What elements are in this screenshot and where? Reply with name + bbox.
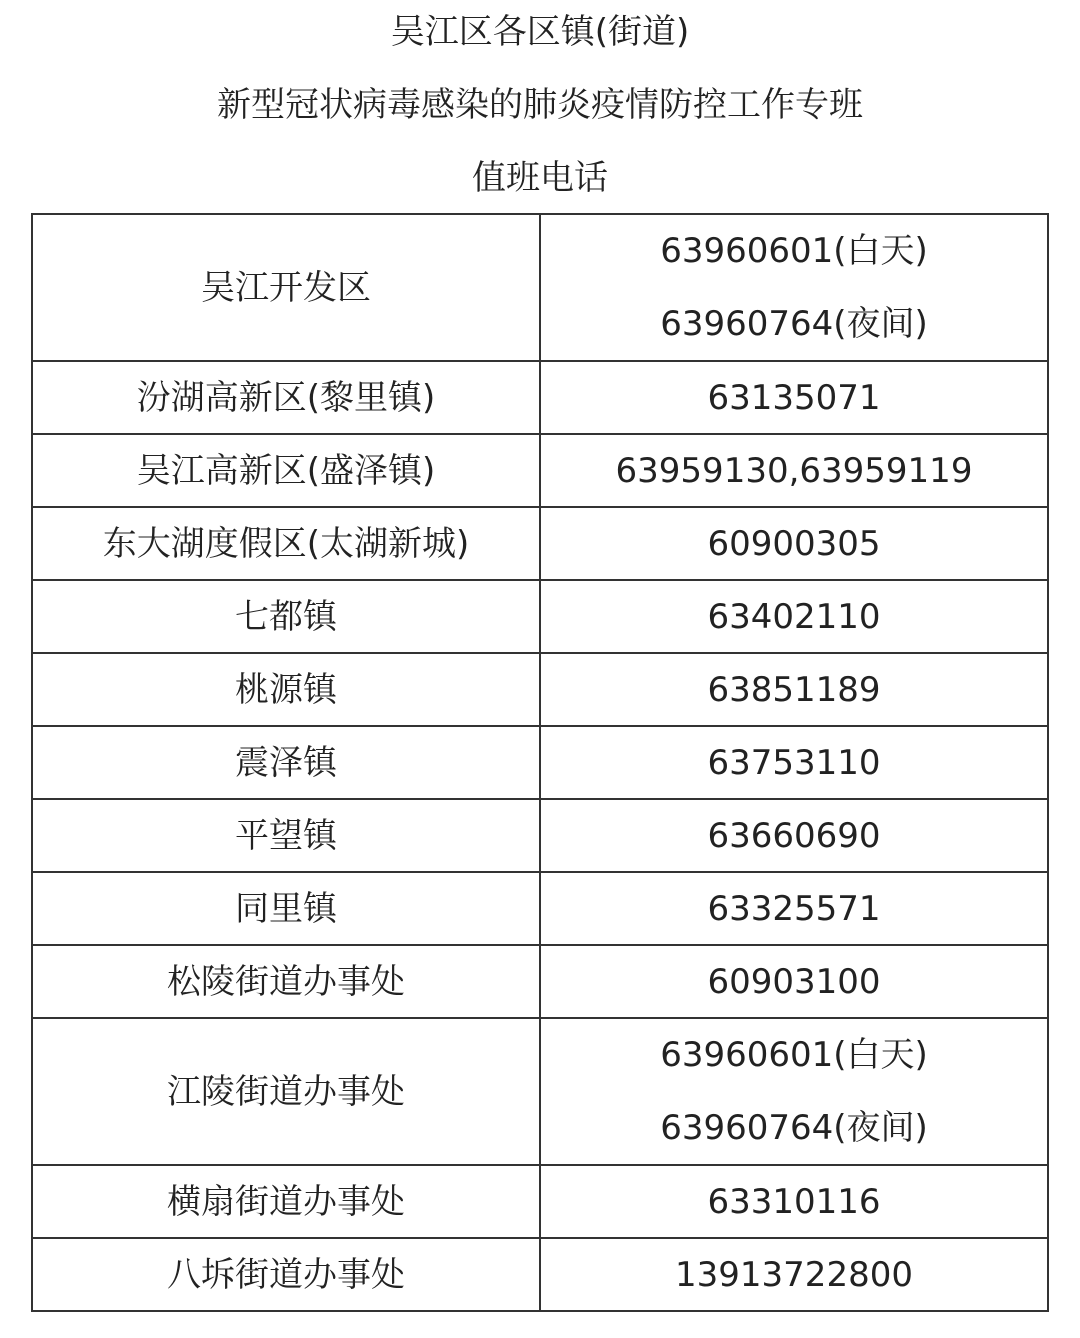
phone-number: 13913722800 [675, 1254, 913, 1295]
title-line-1: 吴江区各区镇(街道) [390, 12, 690, 52]
phone-cell [540, 799, 1048, 872]
phone-cell [540, 580, 1048, 653]
phone-cell [540, 214, 1048, 361]
district-name: 江陵街道办事处 [167, 1071, 405, 1112]
phone-number: 63960764(夜间) [660, 304, 928, 344]
table-row [32, 580, 1048, 653]
district-name-cell [32, 214, 540, 361]
phone-cell [540, 1238, 1048, 1311]
district-name-cell [32, 1018, 540, 1165]
phone-cell [540, 1018, 1048, 1165]
district-name: 平望镇 [235, 815, 337, 856]
phone-number: 63959130,63959119 [615, 450, 973, 491]
phone-number: 60903100 [707, 961, 881, 1002]
table-row [32, 653, 1048, 726]
phone-cell [540, 726, 1048, 799]
table-row [32, 799, 1048, 872]
district-name-cell [32, 507, 540, 580]
phone-cell [540, 361, 1048, 434]
phone-number: 60900305 [707, 523, 881, 564]
district-name-cell [32, 1165, 540, 1238]
district-name-cell [32, 872, 540, 945]
phone-cell [540, 507, 1048, 580]
table-row [32, 507, 1048, 580]
district-name-cell [32, 653, 540, 726]
table-row [32, 434, 1048, 507]
table-row [32, 214, 1048, 361]
phone-number: 63660690 [707, 815, 881, 856]
title-line-3: 值班电话 [472, 158, 608, 198]
district-name: 吴江高新区(盛泽镇) [136, 450, 436, 491]
table-row [32, 1238, 1048, 1311]
phone-cell [540, 653, 1048, 726]
phone-number: 63960764(夜间) [660, 1108, 928, 1148]
district-name-cell [32, 434, 540, 507]
phone-number: 63960601(白天) [660, 1035, 928, 1075]
table-row [32, 1165, 1048, 1238]
table-row [32, 1018, 1048, 1165]
district-name: 吴江开发区 [201, 267, 371, 308]
table-row [32, 945, 1048, 1018]
title-line-2: 新型冠状病毒感染的肺炎疫情防控工作专班 [217, 85, 863, 125]
district-name-cell [32, 945, 540, 1018]
phone-cell [540, 434, 1048, 507]
district-name-cell [32, 799, 540, 872]
table-row [32, 361, 1048, 434]
district-name-cell [32, 361, 540, 434]
phone-number: 63851189 [707, 669, 881, 710]
district-name: 横扇街道办事处 [167, 1181, 405, 1222]
phone-cell [540, 1165, 1048, 1238]
district-name: 汾湖高新区(黎里镇) [136, 377, 436, 418]
district-name: 东大湖度假区(太湖新城) [102, 523, 470, 564]
district-name: 八坼街道办事处 [167, 1254, 405, 1295]
table-row [32, 726, 1048, 799]
district-name: 桃源镇 [235, 669, 337, 710]
phone-number: 63753110 [707, 742, 881, 783]
phone-number: 63325571 [707, 888, 881, 929]
district-name: 七都镇 [235, 596, 337, 637]
district-name: 震泽镇 [235, 742, 337, 783]
duty-phone-table [31, 213, 1049, 1312]
district-name-cell [32, 1238, 540, 1311]
district-name-cell [32, 726, 540, 799]
phone-cell [540, 945, 1048, 1018]
phone-number: 63402110 [707, 596, 881, 637]
district-name: 同里镇 [235, 888, 337, 929]
district-name: 松陵街道办事处 [167, 961, 405, 1002]
phone-number: 63310116 [707, 1181, 881, 1222]
district-name-cell [32, 580, 540, 653]
phone-number: 63960601(白天) [660, 231, 928, 271]
phone-number: 63135071 [707, 377, 881, 418]
table-row [32, 872, 1048, 945]
phone-cell [540, 872, 1048, 945]
